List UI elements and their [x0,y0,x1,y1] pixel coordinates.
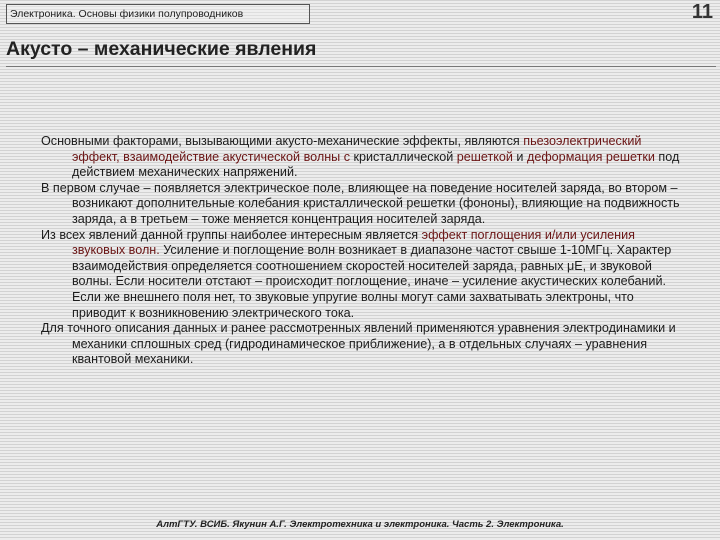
page-number: 11 [691,1,713,23]
paragraph-text: Из всех явлений данной группы наиболее интересным является [41,227,422,242]
paragraph-text: В первом случае – появляется электрическое поле, влияющее на поведение носителей заряда, во втором – возникают дополнительные колебания кристаллической решетки (фононы), влияющие на подвижность заряда, а в третьем – тоже меняется концентрация носителей заряда. [41,180,680,226]
paragraph-text: Усиление и поглощение волн возникает в диапазоне частот свыше 1-10МГц. Характер взаимодействия определяется соотношением скоростей носителей заряда, равных μE, и звуковой волны. Если носители отстают – происходит поглощение, иначе – усиление акустических колебаний. Если же внешнего поля нет, то звуковые упругие волны могут сами захватывать электроны, что приводит к возникновению электрического тока. [72,243,672,320]
paragraph-text: Основными факторами, вызывающими акусто-механические эффекты, являются [41,134,524,148]
slide-footer: АлтГТУ. ВСИБ. Якунин А.Г. Электротехника и электроника. Часть 2. Электроника. [156,519,564,530]
body-paragraph [41,134,681,181]
paragraph-text: и [512,149,527,164]
highlighted-term: эффект поглощения и/или усиления звуковых волн. [72,227,635,258]
course-header: Электроника. Основы физики полупроводников [10,8,244,20]
paragraph-text: кристаллической [350,149,457,164]
body-paragraph [41,181,681,228]
paragraph-text: Для точного описания данных и ранее рассмотренных явлений применяются уравнения электродинамики и механики сплошных сред (гидродинамическое приближение), а в отдельных случаях – уравнения квантовой механики. [41,321,676,367]
body-paragraph [41,321,681,368]
paragraph-text: под действием механических напряжений. [72,149,680,180]
body-paragraph [41,228,681,322]
highlighted-term: деформация решетки [526,149,655,164]
slide-title: Акусто – механические явления [6,38,317,60]
slide-body [41,134,681,368]
highlighted-term: решеткой [456,149,513,164]
title-divider [6,66,716,67]
highlighted-term: пьезоэлектрический эффект, взаимодействие акустической волны с [72,134,642,164]
